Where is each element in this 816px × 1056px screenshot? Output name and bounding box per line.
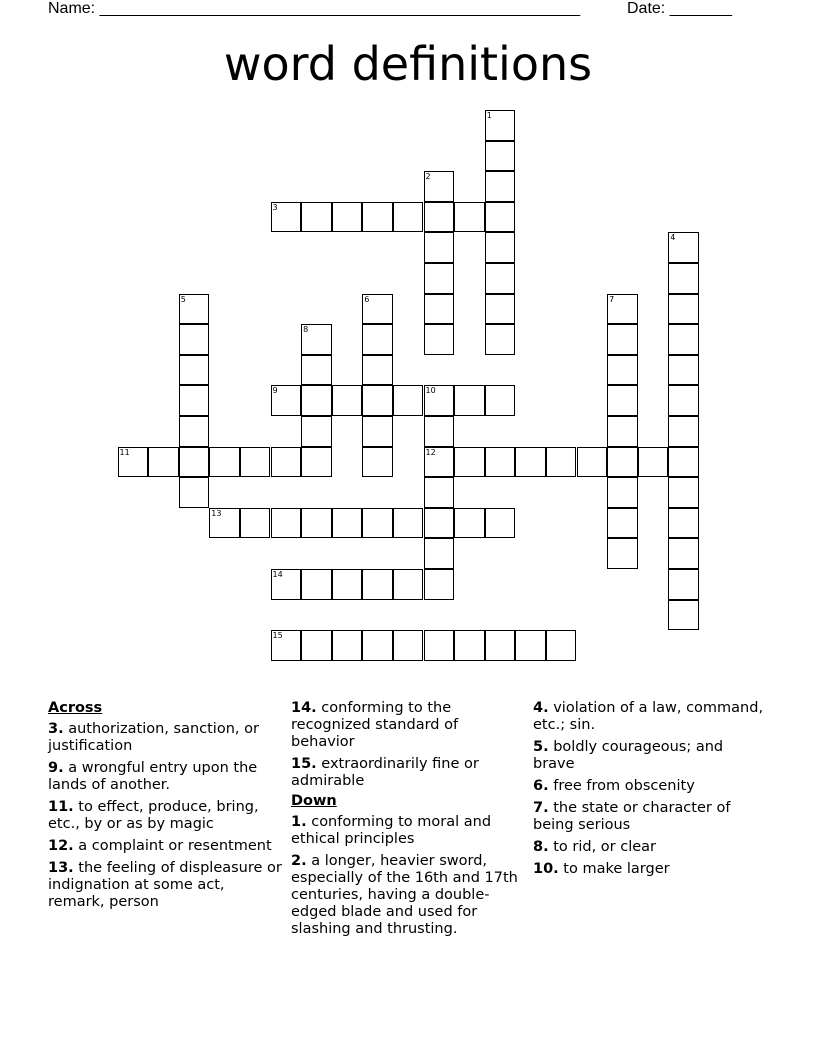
- clue-text: authorization, sanction, or justification: [48, 721, 259, 754]
- grid-cell[interactable]: [179, 294, 210, 325]
- grid-cell[interactable]: [301, 202, 332, 233]
- grid-cell[interactable]: [668, 569, 699, 600]
- grid-cell[interactable]: [332, 630, 363, 661]
- grid-cell[interactable]: [393, 508, 424, 539]
- down-heading: Down: [291, 793, 337, 809]
- down-clue-list-continued: [533, 700, 768, 878]
- clue-number: 8.: [533, 839, 549, 855]
- clue-number: 6.: [533, 778, 549, 794]
- clue-text: a wrongful entry upon the lands of another.: [48, 760, 258, 793]
- grid-cell[interactable]: [515, 447, 546, 478]
- grid-cell[interactable]: [393, 630, 424, 661]
- clue-item: [48, 721, 283, 755]
- grid-cell[interactable]: [424, 171, 455, 202]
- clue-text: to rid, or clear: [548, 839, 657, 855]
- grid-cell[interactable]: [362, 294, 393, 325]
- grid-cell[interactable]: [240, 447, 271, 478]
- grid-cell[interactable]: [271, 508, 302, 539]
- grid-cell[interactable]: [607, 447, 638, 478]
- clue-item: [533, 861, 768, 878]
- grid-cell[interactable]: [668, 385, 699, 416]
- clue-column-1: [48, 700, 283, 916]
- grid-cell[interactable]: [301, 447, 332, 478]
- grid-cell[interactable]: [485, 294, 516, 325]
- cell-number: 9: [272, 386, 278, 396]
- clue-item: [533, 700, 768, 734]
- grid-cell[interactable]: [424, 202, 455, 233]
- clue-text: extraordinarily fine or admirable: [291, 756, 479, 789]
- grid-cell[interactable]: [424, 447, 455, 478]
- grid-cell[interactable]: [485, 447, 516, 478]
- grid-cell[interactable]: [271, 385, 302, 416]
- grid-cell[interactable]: [424, 630, 455, 661]
- grid-cell[interactable]: [668, 508, 699, 539]
- grid-cell[interactable]: [179, 477, 210, 508]
- grid-cell[interactable]: [332, 385, 363, 416]
- across-clue-list: [48, 721, 283, 911]
- cell-number: 5: [180, 294, 186, 304]
- grid-cell[interactable]: [485, 232, 516, 263]
- grid-cell[interactable]: [607, 538, 638, 569]
- grid-cell[interactable]: [118, 447, 149, 478]
- grid-cell[interactable]: [393, 385, 424, 416]
- name-field-label[interactable]: Name: ______________________________________________________: [48, 0, 581, 17]
- grid-cell[interactable]: [607, 294, 638, 325]
- clue-number: 4.: [533, 700, 549, 716]
- clue-text: a complaint or resentment: [73, 838, 272, 854]
- grid-cell[interactable]: [332, 569, 363, 600]
- grid-cell[interactable]: [424, 232, 455, 263]
- cell-number: 4: [670, 233, 676, 243]
- clue-text: boldly courageous; and brave: [533, 739, 724, 772]
- grid-cell[interactable]: [301, 416, 332, 447]
- grid-cell[interactable]: [362, 416, 393, 447]
- grid-cell[interactable]: [424, 416, 455, 447]
- grid-cell[interactable]: [393, 202, 424, 233]
- cell-number: 14: [272, 570, 283, 579]
- page-title: word definitions: [223, 37, 593, 91]
- grid-cell[interactable]: [607, 355, 638, 386]
- grid-cell[interactable]: [485, 171, 516, 202]
- grid-cell[interactable]: [179, 447, 210, 478]
- grid-cell[interactable]: [424, 508, 455, 539]
- grid-cell[interactable]: [271, 569, 302, 600]
- clue-number: 2.: [291, 853, 307, 869]
- grid-cell[interactable]: [362, 569, 393, 600]
- grid-cell[interactable]: [454, 385, 485, 416]
- clue-text: to make larger: [558, 861, 670, 877]
- clue-item: [48, 799, 283, 833]
- clue-item: [291, 814, 526, 848]
- clue-text: the state or character of being serious: [533, 800, 731, 833]
- clue-number: 14.: [291, 700, 317, 716]
- cell-number: 2: [425, 172, 431, 182]
- grid-cell[interactable]: [485, 110, 516, 141]
- cell-number: 3: [272, 202, 278, 212]
- clue-number: 15.: [291, 756, 317, 772]
- grid-cell[interactable]: [668, 600, 699, 631]
- grid-cell[interactable]: [179, 385, 210, 416]
- clue-item: [48, 760, 283, 794]
- cell-number: 15: [272, 631, 283, 641]
- grid-cell[interactable]: [271, 447, 302, 478]
- grid-cell[interactable]: [424, 569, 455, 600]
- grid-cell[interactable]: [209, 447, 240, 478]
- grid-cell[interactable]: [668, 447, 699, 478]
- clue-number: 3.: [48, 721, 64, 737]
- grid-cell[interactable]: [362, 447, 393, 478]
- cell-number: 11: [119, 447, 130, 457]
- grid-cell[interactable]: [301, 385, 332, 416]
- grid-cell[interactable]: [362, 508, 393, 539]
- grid-cell[interactable]: [148, 447, 179, 478]
- grid-cell[interactable]: [301, 569, 332, 600]
- grid-cell[interactable]: [179, 416, 210, 447]
- clue-number: 11.: [48, 799, 74, 815]
- grid-cell[interactable]: [607, 385, 638, 416]
- grid-cell[interactable]: [485, 630, 516, 661]
- clue-item: [533, 839, 768, 856]
- grid-cell[interactable]: [668, 416, 699, 447]
- clue-item: [291, 853, 526, 938]
- clue-item: [533, 778, 768, 795]
- cell-number: 13: [211, 508, 222, 518]
- grid-cell[interactable]: [424, 538, 455, 569]
- grid-cell[interactable]: [271, 630, 302, 661]
- clue-text: conforming to moral and ethical principles: [291, 814, 492, 847]
- clue-number: 9.: [48, 760, 64, 776]
- clue-item: [291, 756, 526, 790]
- grid-cell[interactable]: [362, 355, 393, 386]
- clue-text: conforming to the recognized standard of behavior: [291, 700, 459, 750]
- grid-cell[interactable]: [179, 355, 210, 386]
- grid-cell[interactable]: [668, 355, 699, 386]
- grid-cell[interactable]: [362, 630, 393, 661]
- grid-cell[interactable]: [301, 630, 332, 661]
- grid-cell[interactable]: [424, 324, 455, 355]
- clue-item: [48, 838, 283, 855]
- grid-cell[interactable]: [424, 263, 455, 294]
- clue-text: a longer, heavier sword, especially of the 16th and 17th centuries, having a double-edged blade and used for slashing and thrusting.: [291, 853, 518, 937]
- clue-text: the feeling of displeasure or indignation at some act, remark, person: [48, 860, 282, 910]
- grid-cell[interactable]: [301, 355, 332, 386]
- grid-cell[interactable]: [424, 385, 455, 416]
- grid-cell[interactable]: [607, 416, 638, 447]
- grid-cell[interactable]: [454, 508, 485, 539]
- grid-cell[interactable]: [485, 385, 516, 416]
- clue-item: [533, 800, 768, 834]
- grid-cell[interactable]: [607, 477, 638, 508]
- clue-number: 10.: [533, 861, 559, 877]
- grid-cell[interactable]: [668, 232, 699, 263]
- clue-number: 7.: [533, 800, 549, 816]
- cell-number: 12: [425, 447, 436, 457]
- clue-column-2: [291, 700, 526, 943]
- grid-cell[interactable]: [240, 508, 271, 539]
- grid-cell[interactable]: [454, 202, 485, 233]
- across-clue-list-continued: [291, 700, 526, 790]
- grid-cell[interactable]: [179, 324, 210, 355]
- grid-cell[interactable]: [485, 263, 516, 294]
- grid-cell[interactable]: [301, 324, 332, 355]
- grid-cell[interactable]: [454, 630, 485, 661]
- cell-number: 7: [609, 294, 615, 304]
- grid-cell[interactable]: [424, 477, 455, 508]
- clue-number: 1.: [291, 814, 307, 830]
- grid-cell[interactable]: [209, 508, 240, 539]
- date-field-label[interactable]: Date: _______: [627, 0, 732, 17]
- clue-text: violation of a law, command, etc.; sin.: [533, 700, 764, 733]
- grid-cell[interactable]: [485, 324, 516, 355]
- clue-column-3: [533, 700, 768, 883]
- down-clue-list: [291, 814, 526, 938]
- clue-number: 13.: [48, 860, 74, 876]
- grid-cell[interactable]: [362, 385, 393, 416]
- grid-cell[interactable]: [271, 202, 302, 233]
- cell-number: 1: [486, 111, 492, 120]
- grid-cell[interactable]: [668, 324, 699, 355]
- grid-cell[interactable]: [301, 508, 332, 539]
- clue-item: [48, 860, 283, 911]
- grid-cell[interactable]: [638, 447, 669, 478]
- clue-item: [291, 700, 526, 751]
- clue-number: 5.: [533, 739, 549, 755]
- across-heading: Across: [48, 700, 103, 716]
- grid-cell[interactable]: [668, 477, 699, 508]
- cell-number: 6: [364, 294, 370, 304]
- grid-cell[interactable]: [546, 447, 577, 478]
- grid-cell[interactable]: [546, 630, 577, 661]
- cell-number: 10: [425, 386, 436, 396]
- grid-cell[interactable]: [607, 324, 638, 355]
- grid-cell[interactable]: [485, 202, 516, 233]
- clue-number: 12.: [48, 838, 74, 854]
- grid-cell[interactable]: [668, 294, 699, 325]
- grid-cell[interactable]: [332, 202, 363, 233]
- grid-cell[interactable]: [362, 202, 393, 233]
- grid-cell[interactable]: [362, 324, 393, 355]
- grid-cell[interactable]: [515, 630, 546, 661]
- grid-cell[interactable]: [393, 569, 424, 600]
- grid-cell[interactable]: [332, 508, 363, 539]
- grid-cell[interactable]: [424, 294, 455, 325]
- grid-cell[interactable]: [607, 508, 638, 539]
- grid-cell[interactable]: [577, 447, 608, 478]
- clue-text: to effect, produce, bring, etc., by or as by magic: [48, 799, 259, 832]
- clue-text: free from obscenity: [548, 778, 695, 794]
- grid-cell[interactable]: [485, 141, 516, 172]
- grid-cell[interactable]: [485, 508, 516, 539]
- cell-number: 8: [303, 325, 309, 335]
- grid-cell[interactable]: [454, 447, 485, 478]
- clue-item: [533, 739, 768, 773]
- grid-cell[interactable]: [668, 263, 699, 294]
- grid-cell[interactable]: [668, 538, 699, 569]
